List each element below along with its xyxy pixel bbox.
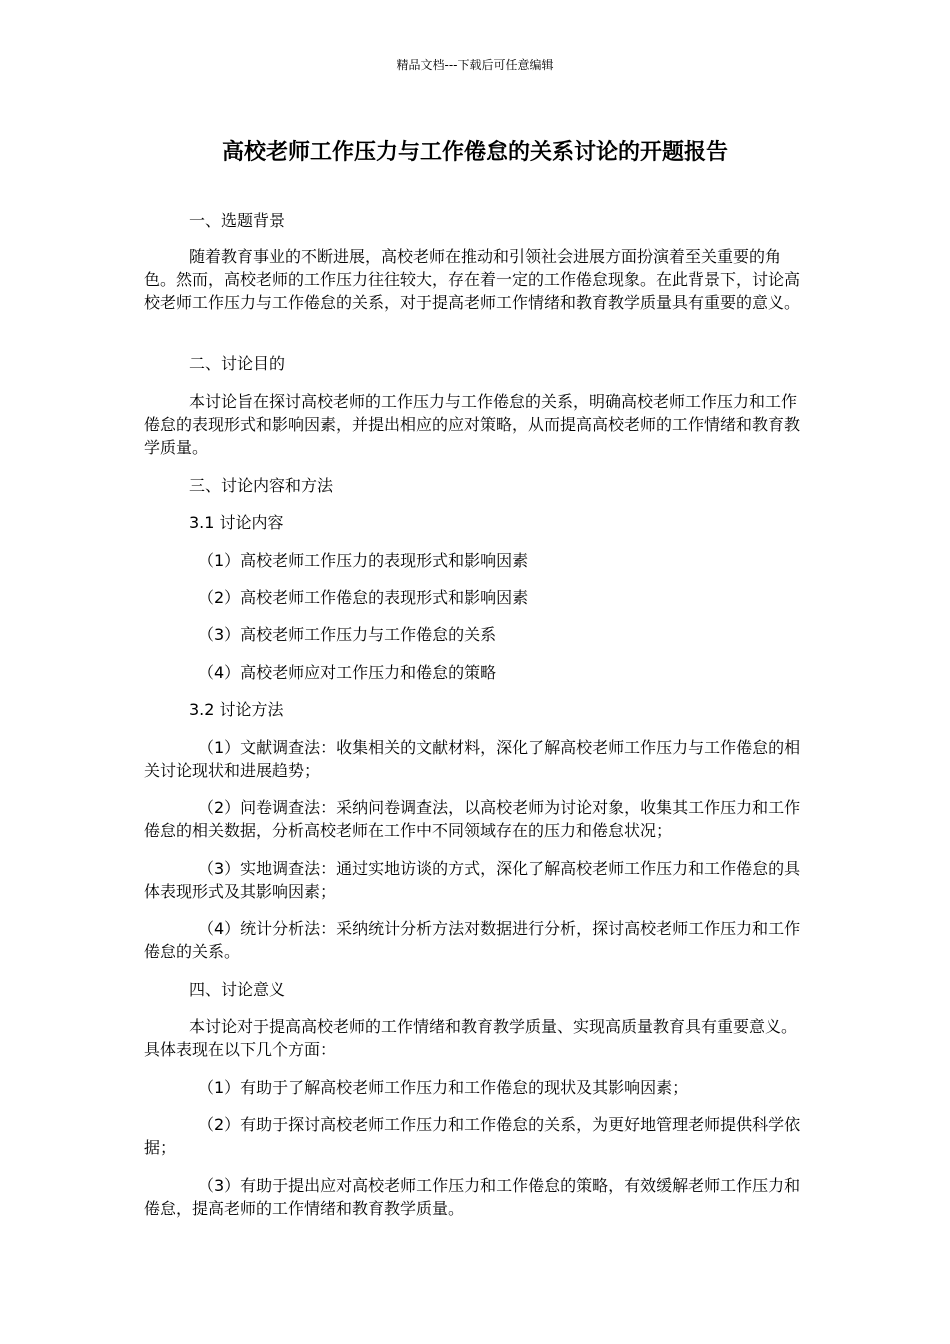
method-item: （4）统计分析法：采纳统计分析方法对数据进行分析，探讨高校老师工作压力和工作倦怠的关系。 (144, 919, 801, 961)
paragraph-background: 随着教育事业的不断进展，高校老师在推动和引领社会进展方面扮演着至关重要的角色。然而，高校老师的工作压力往往较大，存在着一定的工作倦怠现象。在此背景下，讨论高校老师工作压力与工作倦怠的关系，对于提高老师工作情绪和教育教学质量具有重要的意义。 (144, 247, 801, 312)
significance-item: （2）有助于探讨高校老师工作压力和工作倦怠的关系，为更好地管理老师提供科学依据； (144, 1115, 801, 1157)
content-item: （1）高校老师工作压力的表现形式和影响因素 (198, 551, 529, 570)
subheading-content: 3.1 讨论内容 (189, 513, 284, 532)
paragraph-significance: 本讨论对于提高高校老师的工作情绪和教育教学质量、实现高质量教育具有重要意义。具体表现在以下几个方面： (144, 1017, 798, 1059)
paragraph-purpose: 本讨论旨在探讨高校老师的工作压力与工作倦怠的关系，明确高校老师工作压力和工作倦怠的表现形式和影响因素，并提出相应的应对策略，从而提高高校老师的工作情绪和教育教学质量。 (144, 392, 801, 457)
section-heading-content-method: 三、讨论内容和方法 (189, 476, 334, 495)
significance-item: （3）有助于提出应对高校老师工作压力和工作倦怠的策略，有效缓解老师工作压力和倦怠，提高老师的工作情绪和教育教学质量。 (144, 1176, 801, 1218)
method-item: （3）实地调查法：通过实地访谈的方式，深化了解高校老师工作压力和工作倦怠的具体表现形式及其影响因素； (144, 859, 801, 901)
method-item: （1）文献调查法：收集相关的文献材料，深化了解高校老师工作压力与工作倦怠的相关讨论现状和进展趋势； (144, 738, 801, 780)
subheading-method: 3.2 讨论方法 (189, 700, 284, 719)
section-heading-significance: 四、讨论意义 (189, 980, 286, 999)
significance-item: （1）有助于了解高校老师工作压力和工作倦怠的现状及其影响因素； (198, 1078, 689, 1097)
method-item: （2）问卷调查法：采纳问卷调查法，以高校老师为讨论对象，收集其工作压力和工作倦怠的相关数据，分析高校老师在工作中不同领域存在的压力和倦怠状况； (144, 798, 801, 840)
section-heading-purpose: 二、讨论目的 (189, 354, 286, 373)
section-heading-background: 一、选题背景 (189, 211, 286, 230)
content-item: （3）高校老师工作压力与工作倦怠的关系 (198, 625, 497, 644)
content-item: （4）高校老师应对工作压力和倦怠的策略 (198, 663, 497, 682)
content-item: （2）高校老师工作倦怠的表现形式和影响因素 (198, 588, 529, 607)
document-title: 高校老师工作压力与工作倦怠的关系讨论的开题报告 (221, 140, 728, 165)
header-note: 精品文档---下载后可任意编辑 (396, 58, 554, 72)
